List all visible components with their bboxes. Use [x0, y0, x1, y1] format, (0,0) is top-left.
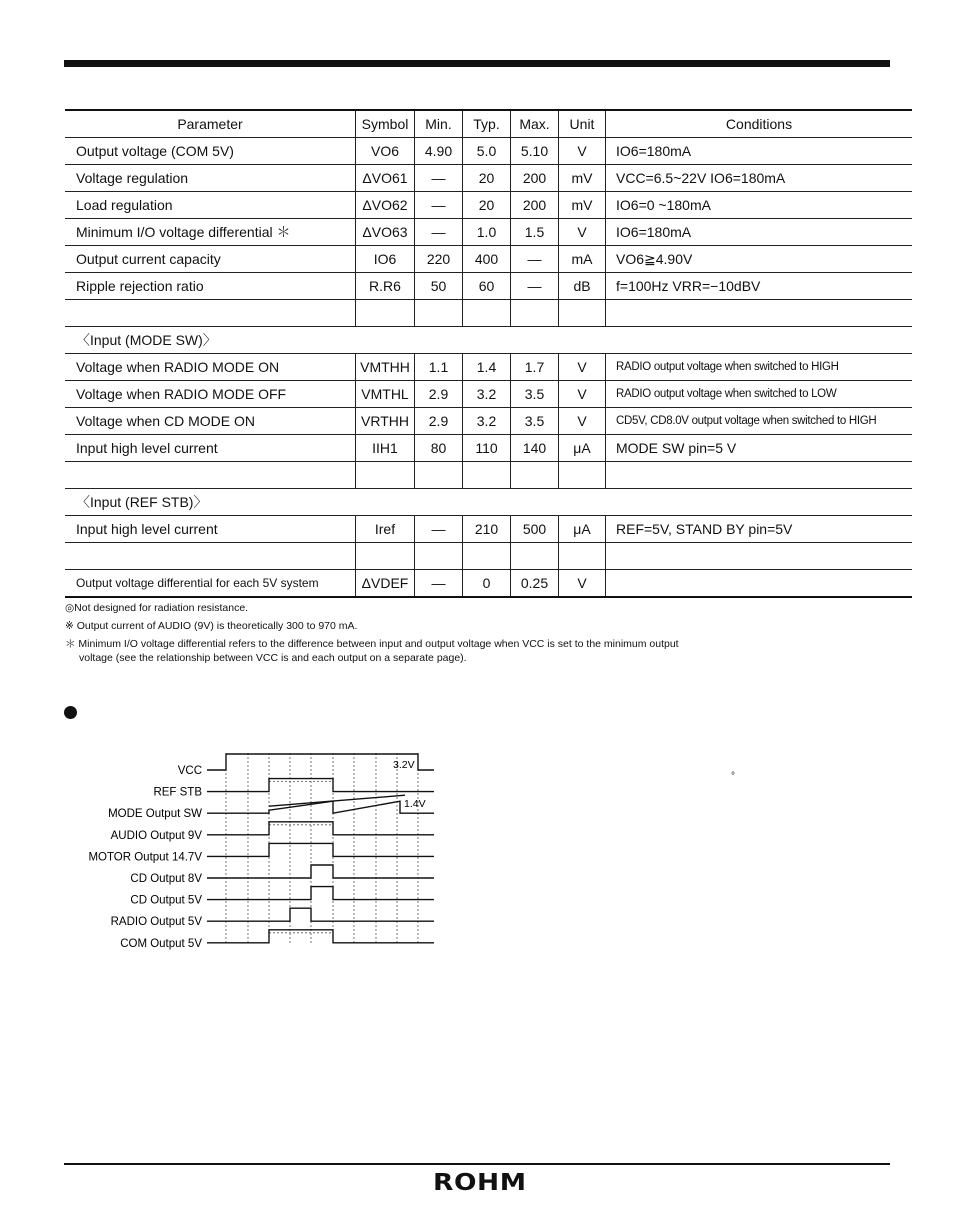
- cell-min: —: [415, 570, 463, 598]
- cell-parameter: Parameter: [65, 110, 356, 138]
- table-header-row: [65, 110, 912, 138]
- cell-conditions: [606, 462, 913, 489]
- table-row: [65, 246, 912, 273]
- signal-waveform: [207, 930, 434, 943]
- cell-min: 80: [415, 435, 463, 462]
- degree-mark: °: [731, 771, 735, 782]
- cell-unit: μA: [559, 516, 606, 543]
- cell-unit: mV: [559, 192, 606, 219]
- cell-max: 500: [511, 516, 559, 543]
- cell-parameter: [65, 543, 356, 570]
- cell-conditions: Conditions: [606, 110, 913, 138]
- cell-min: —: [415, 192, 463, 219]
- cell-typ: 400: [463, 246, 511, 273]
- annotation-1-4v: 1.4V: [404, 798, 426, 810]
- cell-unit: dB: [559, 273, 606, 300]
- signal-label: MODE Output SW: [108, 808, 202, 821]
- cell-conditions: [606, 300, 913, 327]
- cell-conditions: IO6=0 ~180mA: [606, 192, 913, 219]
- cell-parameter: Output voltage (COM 5V): [65, 138, 356, 165]
- cell-max: 3.5: [511, 381, 559, 408]
- cell-min: 50: [415, 273, 463, 300]
- cell-parameter: Input high level current: [65, 435, 356, 462]
- cell-typ: Typ.: [463, 110, 511, 138]
- signal-label: VCC: [177, 765, 202, 777]
- cell-min: 4.90: [415, 138, 463, 165]
- cell-max: [511, 462, 559, 489]
- signal-waveform: [207, 801, 434, 813]
- cell-symbol: IO6: [356, 246, 415, 273]
- cell-conditions: VO6≧4.90V: [606, 246, 913, 273]
- table-row: [65, 273, 912, 300]
- cell-parameter: Minimum I/O voltage differential ＊: [65, 219, 356, 246]
- cell-max: 5.10: [511, 138, 559, 165]
- cell-symbol: VMTHL: [356, 381, 415, 408]
- cell-unit: V: [559, 381, 606, 408]
- cell-symbol: IIH1: [356, 435, 415, 462]
- cell-symbol: [356, 300, 415, 327]
- cell-symbol: VO6: [356, 138, 415, 165]
- cell-min: 2.9: [415, 408, 463, 435]
- cell-max: 200: [511, 165, 559, 192]
- cell-typ: 5.0: [463, 138, 511, 165]
- cell-typ: 1.0: [463, 219, 511, 246]
- signal-waveform: [207, 822, 434, 835]
- cell-symbol: Iref: [356, 516, 415, 543]
- signal-waveform: [207, 779, 434, 792]
- cell-conditions: [606, 570, 913, 598]
- section-title: 〈Input (REF STB)〉: [65, 489, 912, 516]
- cell-typ: 0: [463, 570, 511, 598]
- cell-typ: [463, 543, 511, 570]
- cell-conditions: REF=5V, STAND BY pin=5V: [606, 516, 913, 543]
- section-title: 〈Input (MODE SW)〉: [65, 327, 912, 354]
- cell-max: —: [511, 246, 559, 273]
- cell-min: [415, 462, 463, 489]
- signal-label: RADIO Output 5V: [110, 916, 202, 929]
- table-row: [65, 381, 912, 408]
- cell-parameter: [65, 462, 356, 489]
- footer-rule: [64, 1163, 890, 1165]
- cell-unit: [559, 300, 606, 327]
- table-row: [65, 516, 912, 543]
- cell-max: 3.5: [511, 408, 559, 435]
- table-row: [65, 219, 912, 246]
- cell-symbol: ΔVO63: [356, 219, 415, 246]
- cell-symbol: Symbol: [356, 110, 415, 138]
- note-min-io-cont: voltage (see the relationship between VCC is and each output on a separate page).: [79, 652, 467, 664]
- cell-typ: 60: [463, 273, 511, 300]
- cell-conditions: IO6=180mA: [606, 138, 913, 165]
- cell-typ: 210: [463, 516, 511, 543]
- signal-waveform: [207, 865, 434, 878]
- cell-parameter: Voltage when RADIO MODE OFF: [65, 381, 356, 408]
- cell-symbol: ΔVO62: [356, 192, 415, 219]
- cell-parameter: Ripple rejection ratio: [65, 273, 356, 300]
- cell-parameter: Output current capacity: [65, 246, 356, 273]
- note-audio-current: ※ Output current of AUDIO (9V) is theoretically 300 to 970 mA.: [65, 620, 358, 632]
- table-section-row: [65, 489, 912, 516]
- cell-symbol: ΔVO61: [356, 165, 415, 192]
- cell-parameter: Load regulation: [65, 192, 356, 219]
- cell-max: —: [511, 273, 559, 300]
- cell-conditions: f=100Hz VRR=−10dBV: [606, 273, 913, 300]
- cell-symbol: R.R6: [356, 273, 415, 300]
- signal-waveform: [207, 908, 434, 921]
- cell-max: 140: [511, 435, 559, 462]
- table-row: [65, 570, 912, 598]
- electrical-characteristics-table: [65, 109, 912, 598]
- note-radiation: ◎Not designed for radiation resistance.: [65, 602, 249, 614]
- cell-max: [511, 543, 559, 570]
- signal-label: COM Output 5V: [120, 937, 202, 950]
- signal-label: REF STB: [153, 786, 202, 799]
- cell-typ: 3.2: [463, 408, 511, 435]
- table-row: [65, 300, 912, 327]
- cell-parameter: Input high level current: [65, 516, 356, 543]
- cell-typ: 20: [463, 192, 511, 219]
- cell-symbol: [356, 543, 415, 570]
- cell-max: 1.5: [511, 219, 559, 246]
- cell-min: 1.1: [415, 354, 463, 381]
- cell-unit: Unit: [559, 110, 606, 138]
- cell-conditions: IO6=180mA: [606, 219, 913, 246]
- cell-conditions: CD5V, CD8.0V output voltage when switched to HIGH: [606, 408, 913, 435]
- cell-min: 220: [415, 246, 463, 273]
- signal-waveform: [207, 843, 434, 856]
- table-row: [65, 543, 912, 570]
- notes: [65, 601, 845, 669]
- cell-symbol: VMTHH: [356, 354, 415, 381]
- cell-typ: 20: [463, 165, 511, 192]
- table-row: [65, 354, 912, 381]
- cell-min: —: [415, 165, 463, 192]
- cell-parameter: [65, 300, 356, 327]
- cell-parameter: Voltage when CD MODE ON: [65, 408, 356, 435]
- header-rule: [64, 60, 890, 67]
- note-min-io: ＊ Minimum I/O voltage differential refers to the difference between input and output voltage when VCC is set to the minimum output: [65, 638, 679, 650]
- cell-min: —: [415, 219, 463, 246]
- cell-unit: V: [559, 219, 606, 246]
- table-row: [65, 462, 912, 489]
- cell-max: Max.: [511, 110, 559, 138]
- table-row: [65, 165, 912, 192]
- cell-unit: V: [559, 408, 606, 435]
- cell-unit: V: [559, 354, 606, 381]
- cell-min: —: [415, 516, 463, 543]
- table-section-row: [65, 327, 912, 354]
- section-bullet-icon: [64, 706, 77, 719]
- cell-unit: [559, 462, 606, 489]
- table-row: [65, 408, 912, 435]
- cell-typ: [463, 300, 511, 327]
- cell-symbol: [356, 462, 415, 489]
- cell-conditions: RADIO output voltage when switched to HIGH: [606, 354, 913, 381]
- cell-max: 0.25: [511, 570, 559, 598]
- signal-label: CD Output 8V: [130, 873, 202, 885]
- cell-symbol: ΔVDEF: [356, 570, 415, 598]
- cell-conditions: RADIO output voltage when switched to LOW: [606, 381, 913, 408]
- cell-min: [415, 300, 463, 327]
- table-row: [65, 435, 912, 462]
- signal-label: MOTOR Output 14.7V: [88, 851, 202, 864]
- signal-label: CD Output 5V: [130, 894, 202, 907]
- cell-max: 1.7: [511, 354, 559, 381]
- cell-unit: [559, 543, 606, 570]
- table-row: [65, 138, 912, 165]
- annotation-3-2v: 3.2V: [393, 759, 415, 771]
- cell-conditions: VCC=6.5~22V IO6=180mA: [606, 165, 913, 192]
- signal-waveform: [207, 887, 434, 900]
- cell-typ: 3.2: [463, 381, 511, 408]
- table-row: [65, 192, 912, 219]
- cell-unit: mV: [559, 165, 606, 192]
- cell-parameter: Voltage regulation: [65, 165, 356, 192]
- rohm-logo: ROHM: [433, 1170, 527, 1196]
- cell-unit: V: [559, 138, 606, 165]
- cell-parameter: Voltage when RADIO MODE ON: [65, 354, 356, 381]
- signal-label: AUDIO Output 9V: [110, 829, 202, 842]
- cell-unit: V: [559, 570, 606, 598]
- cell-min: Min.: [415, 110, 463, 138]
- cell-typ: 1.4: [463, 354, 511, 381]
- cell-typ: [463, 462, 511, 489]
- cell-conditions: [606, 543, 913, 570]
- cell-min: 2.9: [415, 381, 463, 408]
- cell-typ: 110: [463, 435, 511, 462]
- cell-min: [415, 543, 463, 570]
- cell-parameter: Output voltage differential for each 5V system: [65, 570, 356, 598]
- cell-symbol: VRTHH: [356, 408, 415, 435]
- cell-unit: μA: [559, 435, 606, 462]
- cell-conditions: MODE SW pin=5 V: [606, 435, 913, 462]
- timing-diagram: [60, 745, 450, 955]
- cell-unit: mA: [559, 246, 606, 273]
- cell-max: 200: [511, 192, 559, 219]
- cell-max: [511, 300, 559, 327]
